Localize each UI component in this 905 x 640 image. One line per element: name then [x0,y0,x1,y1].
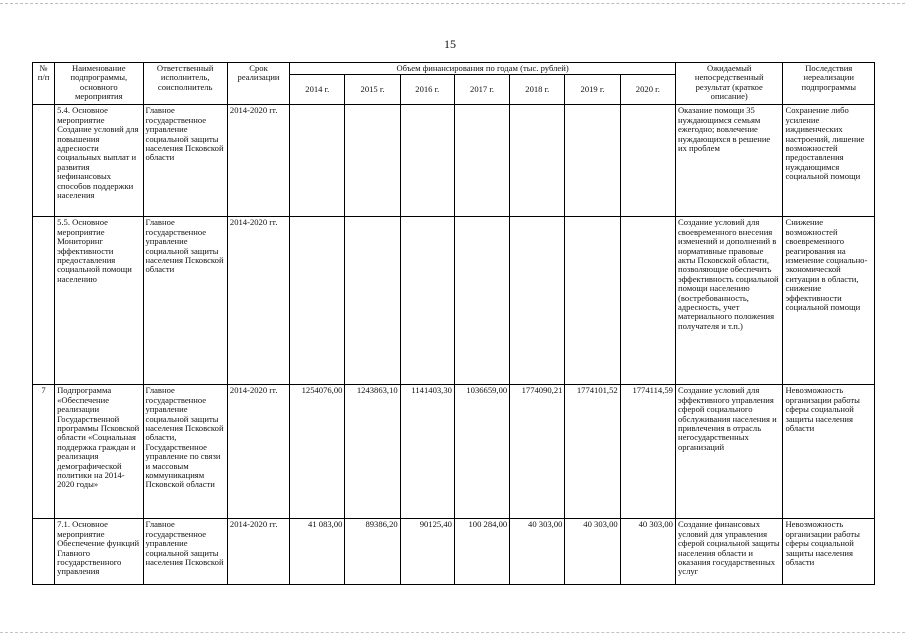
row-consequences: Невозможность организации работы сферы социальной защиты населения области [783,385,875,519]
row-result: Создание условий для своевременного внесения изменений и дополнений в нормативные правовые акты Псковской области, позволяющие обеспечить эффективность социальной помощи населению (востребованность, адресность, учет материального положения получателя и т.п.) [675,217,783,385]
col-header-executor: Ответственный исполнитель, соисполнитель [143,63,227,105]
row-amount-2016 [400,105,454,217]
row-result: Создание финансовых условий для управления сферой социальной защиты населения области и оказания государственных услуг [675,519,783,585]
row-amount-2019 [565,105,620,217]
row-amount-2019 [565,217,620,385]
year-header: 2019 г. [565,75,620,105]
row-consequences: Невозможность организации работы сферы социальной защиты населения области [783,519,875,585]
row-num [33,217,55,385]
row-amount-2018 [510,217,565,385]
row-amount-2015: 1243863,10 [345,385,400,519]
row-amount-2016: 1141403,30 [400,385,454,519]
row-amount-2018: 1774090,21 [510,385,565,519]
row-name: 5.4. Основное мероприятие Создание условий для повышения адресности социальных выплат и развития нефинансовых способов поддержки населения [55,105,143,217]
col-header-funding: Объем финансирования по годам (тыс. рублей) [290,63,676,75]
table-row [33,217,875,385]
header-row-top [33,63,875,75]
row-result: Создание условий для эффективного управления сферой социального обслуживания населения и привлечения в отрасль негосударственных организаций [675,385,783,519]
row-amount-2016 [400,217,454,385]
row-amount-2020 [620,105,675,217]
year-header: 2016 г. [400,75,454,105]
row-amount-2018 [510,105,565,217]
row-consequences: Сохранение либо усиление иждивенческих настроений, лишение возможностей предоставления нуждающимся социальной помощи [783,105,875,217]
table-row [33,385,875,519]
row-amount-2016: 90125,40 [400,519,454,585]
row-amount-2017: 1036659,00 [454,385,509,519]
row-amount-2019: 40 303,00 [565,519,620,585]
row-executor: Главное государственное управление социальной защиты населения Псковской области [143,105,227,217]
scan-edge-top [0,3,905,5]
col-header-num: № п/п [33,63,55,105]
col-header-name: Наименование подпрограммы, основного мероприятия [55,63,143,105]
funding-table [32,62,875,585]
row-executor: Главное государственное управление социальной защиты населения Псковской области [143,217,227,385]
year-header: 2015 г. [345,75,400,105]
row-period: 2014-2020 гг. [227,105,289,217]
row-executor: Главное государственное управление социальной защиты населения Псковской области, Государственное управление по связи и массовым коммуникациям Псковской области [143,385,227,519]
row-amount-2020 [620,217,675,385]
row-amount-2014: 1254076,00 [290,385,345,519]
row-amount-2014 [290,217,345,385]
row-period: 2014-2020 гг. [227,217,289,385]
year-header: 2018 г. [510,75,565,105]
row-amount-2017 [454,217,509,385]
table-row [33,105,875,217]
row-name: Подпрограмма «Обеспечение реализации Государственной программы Псковской области «Социальная поддержка граждан и реализация демографической политики на 2014-2020 годы» [55,385,143,519]
page-number: 15 [444,37,456,51]
year-header: 2014 г. [290,75,345,105]
row-amount-2020: 40 303,00 [620,519,675,585]
row-amount-2019: 1774101,52 [565,385,620,519]
row-result: Оказание помощи 35 нуждающимся семьям ежегодно; вовлечение нуждающихся в решение их проблем [675,105,783,217]
row-num [33,105,55,217]
row-amount-2015 [345,105,400,217]
row-amount-2017: 100 284,00 [454,519,509,585]
row-num [33,519,55,585]
row-num: 7 [33,385,55,519]
row-period: 2014-2020 гг. [227,385,289,519]
row-amount-2017 [454,105,509,217]
row-period: 2014-2020 гг. [227,519,289,585]
col-header-result: Ожидаемый непосредственный результат (краткое описание) [675,63,783,105]
year-header: 2020 г. [620,75,675,105]
row-amount-2014 [290,105,345,217]
row-executor: Главное государственное управление социальной защиты населения Псковской [143,519,227,585]
row-consequences: Снижение возможностей своевременного реагирования на изменение социально-экономической ситуации в области, снижение эффективности социальной помощи [783,217,875,385]
col-header-period: Срок реализации [227,63,289,105]
row-name: 5.5. Основное мероприятие Мониторинг эффективности предоставления социальной помощи населению [55,217,143,385]
row-amount-2014: 41 083,00 [290,519,345,585]
row-amount-2020: 1774114,59 [620,385,675,519]
row-amount-2015 [345,217,400,385]
row-amount-2018: 40 303,00 [510,519,565,585]
year-header: 2017 г. [454,75,509,105]
row-name: 7.1. Основное мероприятие Обеспечение функций Главного государственного управления [55,519,143,585]
scan-edge-bottom [0,632,905,634]
col-header-consequences: Последствия нереализации подпрограммы [783,63,875,105]
table-row [33,519,875,585]
row-amount-2015: 89386,20 [345,519,400,585]
